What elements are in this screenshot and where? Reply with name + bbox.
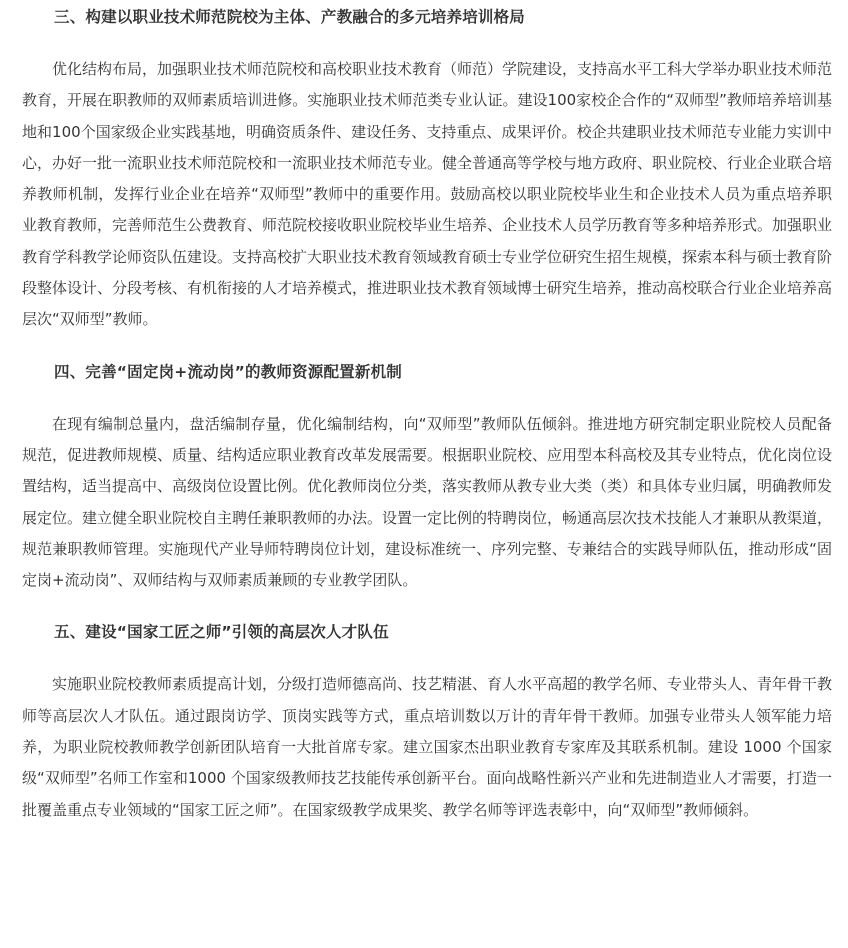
section-paragraph-4: 在现有编制总量内，盘活编制存量，优化编制结构，向“双师型”教师队伍倾斜。推进地方研究制定职业院校人员配备规范，促进教师规模、质量、结构适应职业教育改革发展需要。根据职业院校、应用型本科高校及其专业特点，优化岗位设置结构，适当提高中、高级岗位设置比例。优化教师岗位分类，落实教师从教专业大类（类）和具体专业归属，明确教师发展定位。建立健全职业院校自主聘任兼职教师的办法。设置一定比例的特聘岗位，畅通高层次技术技能人才兼职从教渠道，规范兼职教师管理。实施现代产业导师特聘岗位计划，建设标准统一、序列完整、专兼结合的实践导师队伍，推动形成“固定岗+流动岗”、双师结构与双师素质兼顾的专业教学团队。 bbox=[22, 414, 833, 590]
section-paragraph-3: 优化结构布局，加强职业技术师范院校和高校职业技术教育（师范）学院建设，支持高水平工科大学举办职业技术师范教育，开展在职教师的双师素质培训进修。实施职业技术师范类专业认证。建设100家校企合作的“双师型”教师培养培训基地和100个国家级企业实践基地，明确资质条件、建设任务、支持重点、成果评价。校企共建职业技术师范专业能力实训中心，办好一批一流职业技术师范院校和一流职业技术师范专业。健全普通高等学校与地方政府、职业院校、行业企业联合培养教师机制，发挥行业企业在培养“双师型”教师中的重要作用。鼓励高校以职业院校毕业生和企业技术人员为重点培养职业教育教师，完善师范生公费教育、师范院校接收职业院校毕业生培养、企业技术人员学历教育等多种培养形式。加强职业教育学科教学论师资队伍建设。支持高校扩大职业技术教育领域教育硕士专业学位研究生招生规模，探索本科与硕士教育阶段整体设计、分段考核、有机衔接的人才培养模式，推进职业技术教育领域博士研究生培养，推动高校联合行业企业培养高层次“双师型”教师。 bbox=[22, 60, 833, 329]
section-heading-5: 五、建设“国家工匠之师”引领的高层次人才队伍 bbox=[54, 623, 389, 642]
section-heading-4: 四、完善“固定岗+流动岗”的教师资源配置新机制 bbox=[54, 362, 402, 381]
section-heading-3: 三、构建以职业技术师范院校为主体、产教融合的多元培养培训格局 bbox=[54, 8, 526, 26]
section-paragraph-5: 实施职业院校教师素质提高计划，分级打造师德高尚、技艺精湛、育人水平高超的教学名师、专业带头人、青年骨干教师等高层次人才队伍。通过跟岗访学、顶岗实践等方式，重点培训数以万计的青年骨干教师。加强专业带头人领军能力培养，为职业院校教师教学创新团队培育一大批首席专家。建立国家杰出职业教育专家库及其联系机制。建设 1000 个国家级“双师型”名师工作室和1000 个国家级教师技艺技能传承创新平台。面向战略性新兴产业和先进制造业人才需要，打造一批覆盖重点专业领域的“国家工匠之师”。在国家级教学成果奖、教学名师等评选表彰中，向“双师型”教师倾斜。 bbox=[22, 675, 833, 819]
